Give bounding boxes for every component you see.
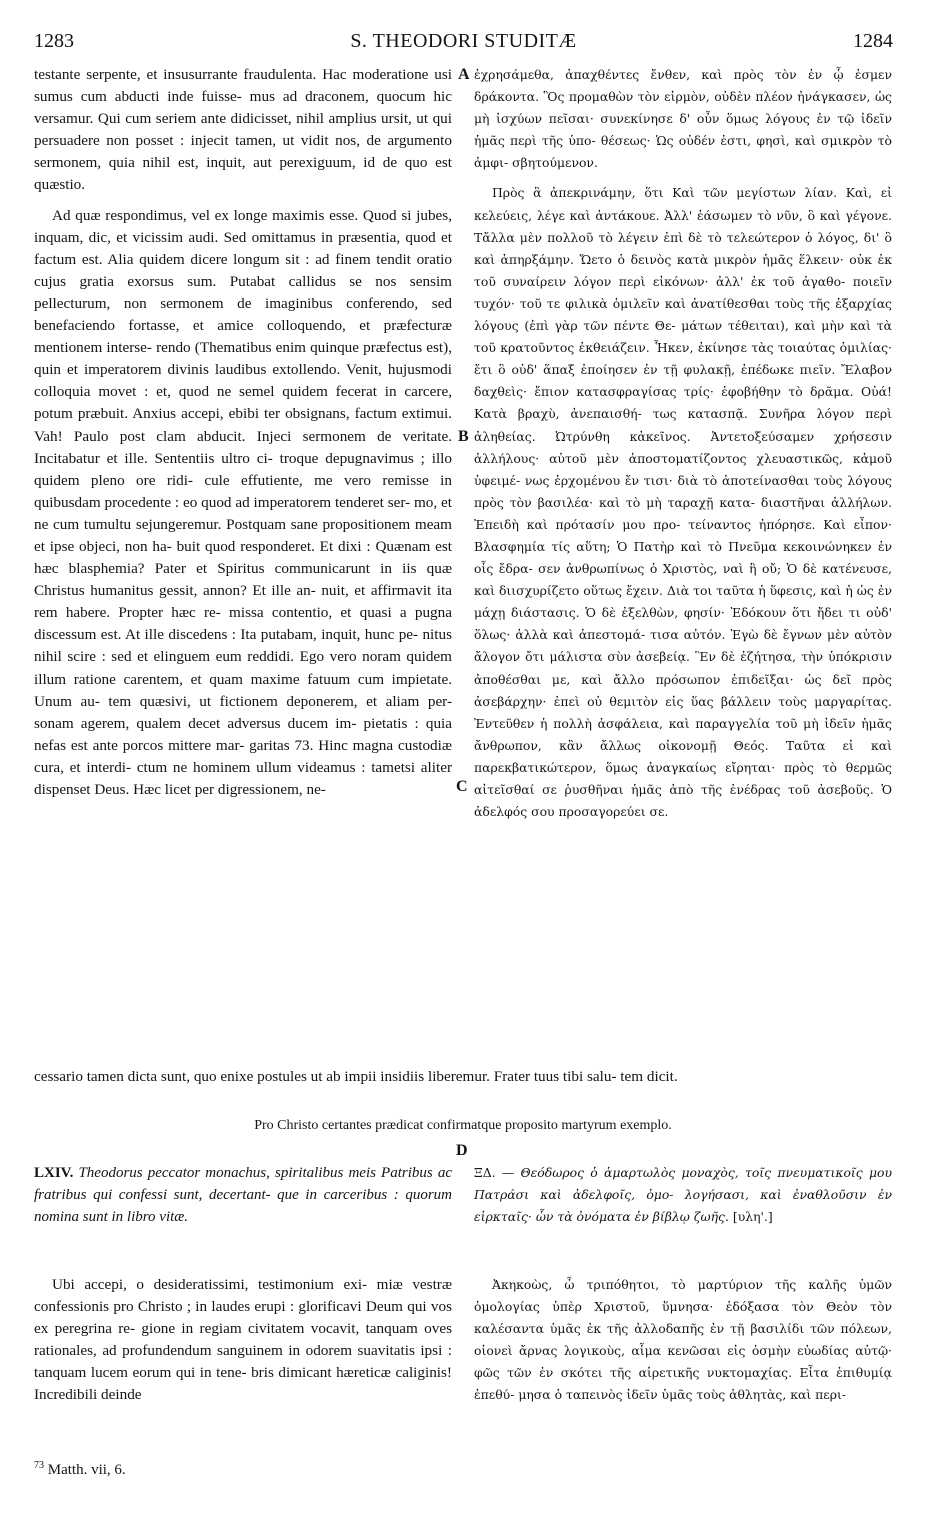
letter-number-greek: ΞΔ. — [474,1165,515,1180]
section-marker-c: C [456,778,468,795]
page-number-left: 1283 [34,30,74,52]
footnote [34,1460,126,1479]
letter-reference-greek: [υλη'.] [732,1209,773,1224]
latin-column-top [34,64,452,801]
letter-summary: Pro Christo certantes prædicat confirmatque proposito martyrum exemplo. [254,1118,672,1133]
greek-paragraph-2: Πρὸς ἃ ἀπεκρινάμην, ὅτι Καὶ τῶν μεγίστων λίαν. Καὶ, εἰ κελεύεις, λέγε καὶ ἀντάκουε. Ἀλλ' ἐάσωμεν τὸ νῦν, ὃ καὶ γέγονε. Τἄλλα μὲν πολλοῦ τὸ λέγειν ἐπὶ δὲ τὸ τελεώτερον ὁ λόγος, δι' ὃ καὶ ἀπηρξάμην. Ὤετο ὁ δεινὸς κατὰ μικρὸν ἡμᾶς ἕλκειν· οὐκ ἐκ τοῦ συναίρειν λόγον περὶ εἰκόνων· ἀλλ' ἐκ τοῦ ἀγαθο- ποιεῖν τυχόν· τοῦ τε φιλικὰ ὁμιλεῖν καὶ ἀνατίθεσθαι τοὺς τῆς ἐξαρχίας λόγους (ἐπὶ γὰρ τῶν πέντε Θε- μάτων τέθειται), καὶ μὴν καὶ τὰ τοῦ κρατοῦντος ἐκθειάζειν. Ἧκεν, ἐκίνησε τὰς τοιαύτας ὁμιλίας· ἔτι ὃ οὐδ' ἅπαξ ἐποίησεν ἐν τῇ φυλακῇ, ἐπέδωκε πιεῖν. Ἔλαβον δαχθεὶς· ἔπιον κατασφραγίσας τρίς· ἐφοβήθην τὸ δρᾶμα. Οὐά! Κατὰ βραχὺ, ἀνεπαισθή- τως κατασπᾷ. Συνῆρα λόγον περὶ ἀληθείας. Ὠτρύνθη κἀκεῖνος. Ἀντετοξεύσαμεν χρήσεσιν ἀλλήλους· αὐτοῦ μὲν ἀποστοματίζοντος χλευαστικῶς, κἀμοῦ ὑφειμέ- νως ἐρχομένου ἔν τισι· διὰ τὸ ἀποτείνασθαι τοὺς λόγους πρὸς τὸν βασιλέα· καὶ τὸ μὴ ταραχῇ κατα- διαστῆναι ἀλλήλων. Ἐπειδὴ καὶ πρότασίν μου προ- τείναντος ἠπόρησε. Καὶ εἶπον· Βλασφημία τίς αὕτη; Ὁ Πατὴρ καὶ τὸ Πνεῦμα κεκοινώνηκεν ἐν οἷς ἔδρα- σεν ἀνθρωπίνως ὁ Χριστὸς, ναὶ ἢ οὔ; Ὁ δὲ κατένευσε, καὶ διισχυρίζετο οὕτως ἔχειν. Διὰ τοι ταῦτα ἡ ὕφεσις, καὶ ἡ ὡς ἐν μάχῃ διάστασις. Ὁ δὲ ἐξελθὼν, φησίν· Ἐδόκουν ὅτι ἤδει τι οὐδ' ὅλως· ἀλλὰ καὶ ἀπεστομά- τισα αὐτόν. Ἐγὼ δὲ ἔγνων μὲν αὐτὸν ἄλογον ὄτι μάλιστα σὺν ἀσεβείᾳ. Ἓν δὲ ἐζήτησα, τὴν ὑπόκρισιν ἀποθέσθαι με, καὶ ἄλλο πρόσωπον ἐπιδεῖξαι· ὡς δεῖ πρὸς ἀσεβάρχην· ἐπεὶ οὐ θεμιτὸν εἰς ὕας βάλλειν τοὺς μαργαρίτας. Ἐντεῦθεν ἡ πολλὴ ἀσφάλεια, καὶ παραγγελία τοῦ μὴ ἰδεῖν ἡμᾶς ἄνθρωπον, κἂν ἄλλως οἰκονομῇ Θεός. Ταῦτα εἰ καὶ παρεκβατικώτερον, ὅμως ἀναγκαίως εἴρηται· πρὸς τὸ θερμῶς αἰτεῖσθαί σε ῥυσθῆναι ἡμᾶς ἀπὸ τῆς ἐνέδρας τοῦ ἀσεβοῦς. Ὁ ἀδελφός σου προσαγορεύει σε. [474,185,892,820]
section-marker-d: D [456,1142,468,1159]
greek-column-top [474,64,892,823]
section-marker-b: B [458,428,469,445]
greek-letter-body: Ἀκηκοὼς, ὦ τριπόθητοι, τὸ μαρτύριον τῆς καλῆς ὑμῶν ὁμολογίας ὑπὲρ Χριστοῦ, ὕμνησα· ἐδόξασα τὸν Θεὸν τὸν καλέσαντα ὑμᾶς ἐκ τῆς ἀλλοδαπῆς ἐν τῇ βασιλίδι τῶν πόλεων, οἱονεὶ ἄρνας λογικοὺς, αἷμα κενῶσαι εἰς ὀσμὴν εὐωδίας αὐτῷ· φῶς τῶν ἐν σκότει τῆς αἱρετικῆς νυκτομαχίας. Εἶτα ἐπιθυμίᾳ ἐπεθύ- μησα ὁ ταπεινὸς ἰδεῖν ὑμᾶς τοὺς ἀθλητὰς, καὶ περι- [474,1277,892,1403]
latin-letter-body: Ubi accepi, o desideratissimi, testimonium exi- miæ vestræ confessionis pro Christo ; in laudes erupi : glorificavi Deum qui vos ex peregrina re- gione in regiam civitatem vocavit, tanquam oves rationales, ad profundendum sanguinem in odorem suavitatis ipsi : tanquam lucem eorum qui in tene- bris dimicant hæreticæ caliginis! Incredibili deinde [34,1276,452,1404]
letter-title-greek [474,1162,892,1228]
greek-paragraph-1: ἐχρησάμεθα, ἀπαχθέντες ἔνθεν, καὶ πρὸς τὸν ἐν ᾧ ἐσμεν δράκοντα. Ὃς προμαθὼν τὸν εἱρμὸν, οὐδὲν πλέον ἠνάγκασεν, ὡς μὴ ἰσχύων πεῖσαι· συνεκίνησε δ' οὖν ὅμως λόγους ἐν τῷ ἰδεῖν ἡμᾶς περὶ τῆς ὑπο- θέσεως· Ὡς οὐδέν ἐστι, φησὶ, καὶ σμικρὸν τὸ ἀμφι- σβητούμενον. [474,67,892,171]
footnote-text: Matth. vii, 6. [47,1462,126,1478]
running-title: S. THEODORI STUDITÆ [350,30,577,52]
page-number-right: 1284 [853,30,893,52]
letter-title-latin [34,1162,452,1228]
latin-paragraph-2: Ad quæ respondimus, vel ex longe maximis esse. Quod si jubes, inquam, dic, et vicissim audi. Sed omittamus in præsentia, quod et factum est. Alia quidem dicere longum sit : ad finem tendit oratio cujus gratia exorsus sum. Putabat callidus se nos sensim pellecturum, non sermonem de imaginibus conferendo, sed benefaciendo fortasse, et amice colloquendo, et præfecturæ mentionem interse- rendo (Thematibus enim quinque præfectus est), quin et imperatorem divinis laudibus extollendo. Venit, hujusmodi colloquia movet : et, quod ne semel quidem fecerat in carcere, potum præbuit. Anxius accepi, ebibi ter obsignans, factum extimui. Vah! Paulo post clam abducit. Injeci sermonem de veritate. Incitabatur et ille. Sententiis ultro ci- troque depugnavimus ; illo quidem pleno ore ridi- cule effutiente, me vero remisse in quibusdam procedente : eo quod ad imperatorem tenderet ser- mo, et ne cum tumultu sejungeremur. Postquam sane propositionem meam et ipse objeci, non ha- buit quod responderet. Et dixi : Quænam est hæc blasphemia? Pater et Spiritus communicarunt in iis quæ Christus humanitus gessit, annon? Et ille an- nuit, et affirmavit ita rem habere. Propter hæc re- missa contentio, et quasi a pugna discessum est. At ille discedens : Ita putabam, inquit, hunc pe- nitus nihil scire : sed et elinguem eum reddidi. Ego vero noram quidem illum ratione carentem, et quam maxime fatuum cum impietate. Unum au- tem quæsivi, ut fictionem deponerem, et aliam per- sonam agerem, qualem decet adversus ducem im- pietatis : quia nefas est ante porcos mittere mar- garitas 73. Hinc magna custodiæ cura, et interdi- ctum ne hominem ullum videamus : tametsi aliter dispenset Deus. Hæc licet per digressionem, ne- [34,206,452,798]
letter-address-latin: Theodorus peccator monachus, spiritalibus meis Patribus ac fratribus qui confessi sunt, decertant- que in carceribus : quorum nomina sunt in libro vitæ. [34,1165,452,1225]
latin-column-bottom [34,1274,452,1407]
letter-address-greek: Θεόδωρος ὁ ἁμαρτωλὸς μοναχὸς, τοῖς πνευματικοῖς μου Πατράσι καὶ ἀδελφοῖς, ὁμο- λογήσασι, καὶ ἐναθλοῦσιν ἐν εἱρκταῖς· ὧν τὰ ὀνόματα ἐν βίβλῳ ζωῆς. [474,1165,892,1224]
letter-number-latin: LXIV. [34,1165,74,1181]
continuation-line: cessario tamen dicta sunt, quo enixe postules ut ab impii insidiis liberemur. Frater tuus tibi salu- tem dicit. [34,1068,678,1085]
latin-paragraph-1: testante serpente, et insusurrante fraudulenta. Hac moderatione usi sumus cum abducti inde fuisse- mus ad draconem, quocum hic versamur. Qui cum seriem ante didicisset, nihil amplius ursit, ut qui persuadere non posset : injecit tamen, ut vidit nos, de argumento sermonem, quia nihil est, inquit, aut perexiguum, id de quo est quæstio. [34,66,452,194]
footnote-mark: 73 [34,1460,44,1471]
section-marker-a: A [458,66,470,83]
page-header [34,30,893,60]
greek-column-bottom [474,1274,892,1407]
